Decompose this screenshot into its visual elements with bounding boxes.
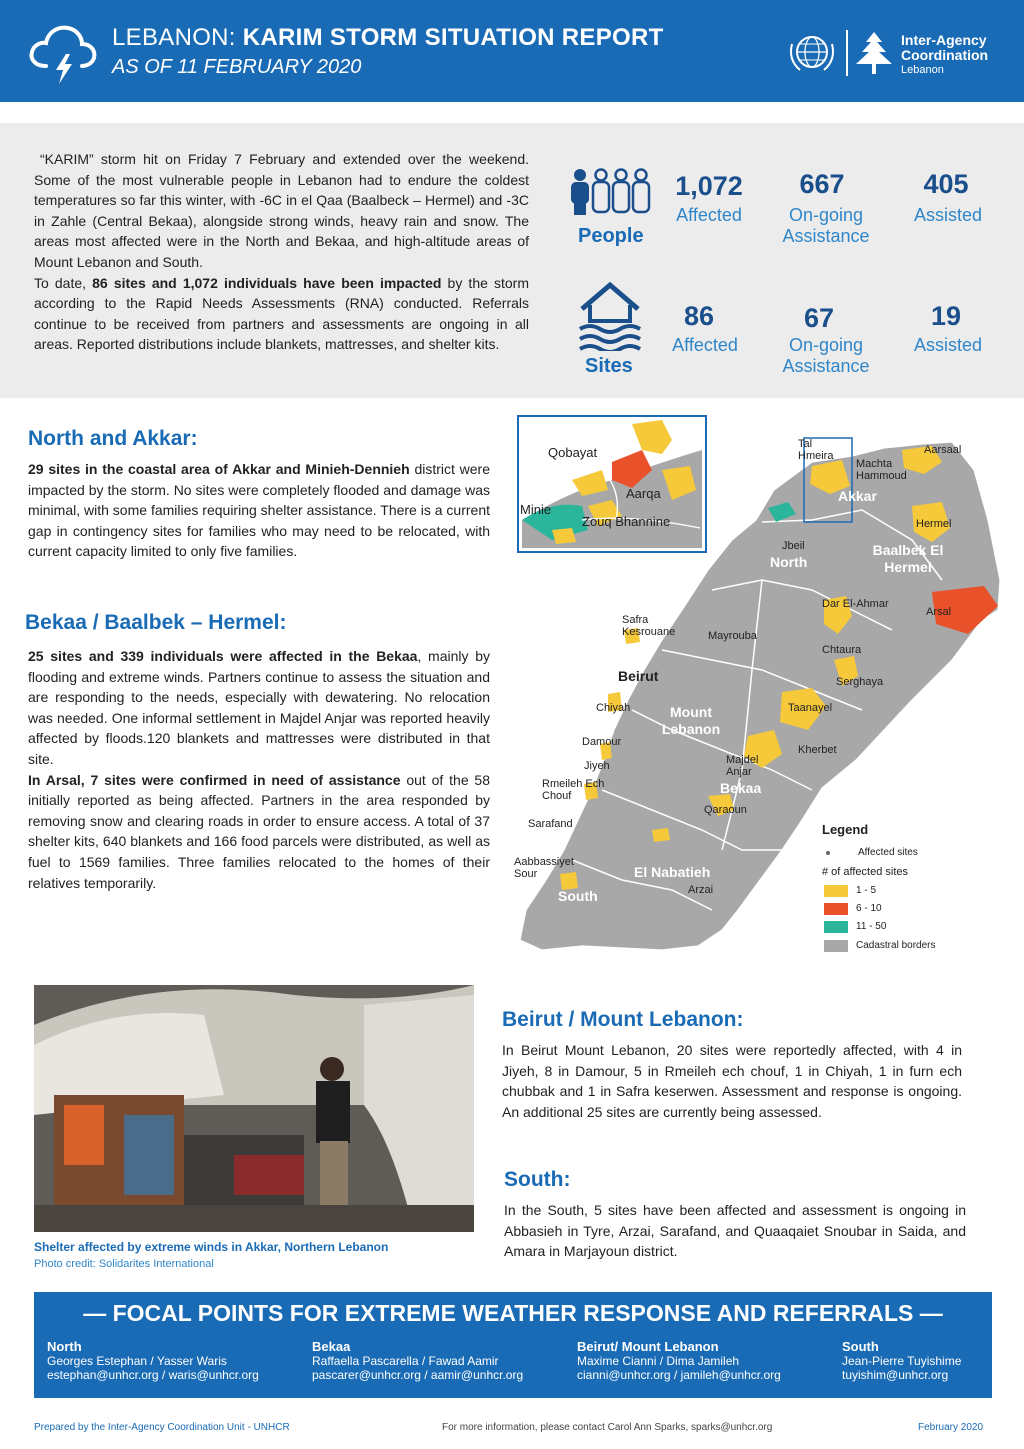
- map-label-minie: Minie: [520, 502, 552, 517]
- sites-assisted-label: Assisted: [913, 335, 983, 355]
- people-ongoing-value: 667: [799, 169, 845, 199]
- org-line-2: Coordination: [901, 47, 989, 63]
- intro-text: [34, 149, 529, 355]
- title-prefix: LEBANON:: [112, 24, 236, 51]
- map-label-aarqa: Aarqa: [626, 486, 661, 501]
- region-mount-lebanon: Mount Lebanon: [661, 704, 721, 737]
- region-bekaa: Bekaa: [720, 780, 762, 796]
- map-label-zouq: Zouq Bhannine: [582, 514, 671, 529]
- sites-affected-value: 86: [683, 301, 715, 331]
- region-akkar: Akkar: [838, 488, 877, 504]
- footer-date: February 2020: [918, 1422, 984, 1433]
- intro-p2-bold: 86 sites and 1,072 individuals have been impacted: [92, 274, 442, 291]
- bekaa-text-2: out of the 58 initially reported as being affected. Partners in the area responded by removing snow and clearing roads in order to ensure access. A total of 37 shelter kits, 640 blankets and 166 food parcels were distributed, as well as fuel to 1569 families. Three families relocated to the homes of their relatives temporarily.: [28, 771, 491, 891]
- map-label-aabbassiyet: Aabbassiyet Sour: [514, 856, 574, 880]
- inset-map: [518, 416, 706, 552]
- map-label-qaraoun: Qaraoun: [704, 804, 747, 816]
- intro-paragraph-1: “KARIM” storm hit on Friday 7 February and extended over the weekend. Some of the most vulnerable people in Lebanon had to endure the coldest temperatures so far this winter, with -6C in el Qaa (Baalbeck – Hermel) and -3C in Zahle (Central Bekaa), alongside strong winds, heavy rain and snow. The areas most affected were in the North and Bekaa, and high-altitude areas of Mount Lebanon and South.: [34, 151, 529, 270]
- legend-count-title: # of affected sites: [822, 866, 909, 878]
- bekaa-body: [28, 646, 490, 893]
- map-label-jbeil: Jbeil: [782, 540, 805, 552]
- region-beirut: Beirut: [618, 668, 659, 684]
- org-line-1: Inter-Agency: [901, 32, 987, 48]
- focal-title: — FOCAL POINTS FOR EXTREME WEATHER RESPONSE AND REFERRALS —: [83, 1300, 943, 1326]
- region-north: North: [770, 554, 808, 570]
- storm-cloud-icon: [26, 22, 100, 86]
- map-label-safra: Safra Kesrouane: [622, 614, 676, 638]
- sites-ongoing-value: 67: [803, 303, 835, 333]
- report-date: AS OF 11 FEBRUARY 2020: [112, 56, 362, 78]
- legend-range-2: 6 - 10: [856, 903, 882, 914]
- intro-paragraph-2: [34, 273, 529, 355]
- intro-p2-end: by the storm according to the Rapid Needs Assessments (RNA) conducted. Referrals continue to be received from partners and assessments are ongoing in all areas. Reported distributions include blankets, mattresses, and shelter kits.: [34, 274, 529, 353]
- region-nabatieh: El Nabatieh: [634, 864, 711, 880]
- bekaa-title: Bekaa / Baalbek – Hermel:: [25, 611, 287, 634]
- bekaa-text-1: , mainly by flooding and extreme winds. Partners continue to assess the situation and are responding to the needs, especially with dewatering. No relocation was needed. One informal settlement in Majdel Anjar was reported heavily affected by floods.120 blankets and mattresses were distributed in that site.: [28, 648, 490, 767]
- photo-caption: Shelter affected by extreme winds in Akkar, Northern Lebanon: [34, 1240, 389, 1254]
- summary-panel: [0, 123, 1024, 398]
- house-flood-icon: [578, 281, 642, 351]
- focal-emails[interactable]: tuyishim@unhcr.org: [842, 1368, 949, 1382]
- focal-region: North: [47, 1339, 82, 1354]
- map-label-arzai: Arzai: [688, 884, 714, 896]
- bekaa-bold-1: 25 sites and 339 individuals were affected in the Bekaa: [28, 648, 418, 664]
- people-affected-label: Affected: [676, 205, 742, 225]
- map-label-sarafand: Sarafand: [528, 818, 573, 830]
- legend-range-1: 1 - 5: [856, 885, 877, 896]
- sites-label: Sites: [585, 355, 633, 377]
- people-assisted-value: 405: [923, 169, 969, 199]
- map-label-damour: Damour: [582, 736, 622, 748]
- org-name: [901, 33, 988, 78]
- focal-emails[interactable]: estephan@unhcr.org / waris@unhcr.org: [47, 1368, 259, 1382]
- map-label-mayrouba: Mayrouba: [708, 630, 757, 642]
- focal-col-beirut: [577, 1340, 781, 1382]
- focal-names: Jean-Pierre Tuyishime: [842, 1354, 962, 1368]
- org-line-3: Lebanon: [901, 64, 944, 76]
- legend-range-3: 11 - 50: [856, 921, 887, 932]
- lebanon-map-svg: [512, 410, 1004, 960]
- un-emblem-icon: [786, 30, 838, 76]
- map-label-rmeileh: Rmeileh Ech Chouf: [542, 778, 605, 802]
- people-assisted-label: Assisted: [913, 205, 983, 225]
- focal-col-south: [842, 1340, 961, 1382]
- people-icon: [568, 167, 652, 217]
- photo-credit: Photo credit: Solidarites International: [34, 1258, 214, 1270]
- map-label-tal-hmeira: Tal Hmeira: [798, 438, 834, 462]
- map-label-taanayel: Taanayel: [788, 702, 833, 714]
- focal-emails[interactable]: cianni@unhcr.org / jamileh@unhcr.org: [577, 1368, 781, 1382]
- beirut-body: In Beirut Mount Lebanon, 20 sites were reportedly affected, with 4 in Jiyeh, 8 in Damour, 5 in Rmeileh ech chouf, 1 in Chiyah, 1 in furn ech chubbak and 1 in Safra keserwen. Assessment and response is ongoing. An additional 25 sites are currently being assessed.: [502, 1042, 962, 1120]
- focal-region: Bekaa: [312, 1339, 351, 1354]
- map-label-chtaura: Chtaura: [822, 644, 862, 656]
- focal-names: Georges Estephan / Yasser Waris: [47, 1354, 227, 1368]
- focal-col-north: [47, 1340, 259, 1382]
- legend-country: Cadastral borders: [856, 940, 936, 951]
- map-label-aarsaal: Aarsaal: [924, 444, 962, 456]
- focal-region: South: [842, 1339, 879, 1354]
- south-title: South:: [504, 1168, 571, 1191]
- sites-affected-label: Affected: [672, 335, 738, 355]
- region-south: South: [558, 888, 598, 904]
- north-title: North and Akkar:: [28, 427, 198, 450]
- people-label: People: [578, 225, 644, 247]
- footer-contact[interactable]: For more information, please contact Carol Ann Sparks, sparks@unhcr.org: [442, 1422, 773, 1433]
- map-label-serghaya: Serghaya: [836, 676, 884, 688]
- intro-p2-start: To date,: [34, 274, 87, 291]
- focal-points-panel: [34, 1292, 992, 1398]
- map-label-machta: Machta Hammoud: [856, 458, 907, 482]
- people-ongoing-label: On-going Assistance: [782, 205, 870, 246]
- region-baalbek: Baalbek El Hermel: [872, 542, 944, 575]
- north-bold: 29 sites in the coastal area of Akkar and Minieh-Dennieh: [28, 461, 410, 477]
- north-text: district were impacted by the storm. No sites were completely flooded and damage was minimal, with some families requiring shelter assistance. There is a current gap in contingency sites for families who may need to be relocated, with current capacity limited to only five families.: [28, 461, 491, 560]
- sites-ongoing-label: On-going Assistance: [782, 335, 870, 376]
- report-title: [112, 24, 664, 52]
- map-label-majdel: Majdel Anjar: [726, 754, 759, 778]
- report-header: [0, 0, 1024, 102]
- south-body: In the South, 5 sites have been affected and assessment is ongoing in Abbasieh in Tyre, Arzai, Sarafand, and Quaaqaiet Snoubar in Saida, and Amara in Marjayoun district.: [504, 1202, 966, 1260]
- north-body: [28, 459, 490, 562]
- map-label-qobayat: Qobayat: [548, 445, 598, 460]
- map-label-arsal: Arsal: [926, 606, 952, 618]
- focal-names: Raffaella Pascarella / Fawad Aamir: [312, 1354, 499, 1368]
- focal-names: Maxime Cianni / Dima Jamileh: [577, 1354, 740, 1368]
- people-affected-value: 1,072: [675, 171, 743, 201]
- map-label-hermel: Hermel: [916, 518, 952, 530]
- logo-divider: [846, 30, 848, 76]
- map-label-chiyah: Chiyah: [596, 702, 631, 714]
- cedar-tree-icon: [852, 30, 896, 76]
- map-label-dar-el-ahmar: Dar El-Ahmar: [822, 598, 889, 610]
- focal-col-bekaa: [312, 1340, 523, 1382]
- shelter-photo: [34, 985, 474, 1232]
- legend-title: Legend: [822, 822, 869, 837]
- sites-assisted-value: 19: [930, 301, 962, 331]
- focal-region: Beirut/ Mount Lebanon: [577, 1339, 719, 1354]
- title-main: KARIM STORM SITUATION REPORT: [242, 24, 664, 51]
- beirut-title: Beirut / Mount Lebanon:: [502, 1008, 744, 1031]
- shelter-photo-image: [34, 985, 474, 1232]
- affected-sites-map: [512, 410, 1004, 960]
- footer-prepared-by: Prepared by the Inter-Agency Coordination Unit - UNHCR: [34, 1422, 290, 1433]
- legend-affected: Affected sites: [858, 847, 918, 858]
- bekaa-bold-2: In Arsal, 7 sites were confirmed in need of assistance: [28, 771, 401, 788]
- map-label-jiyeh: Jiyeh: [584, 760, 610, 772]
- map-label-kherbet: Kherbet: [798, 744, 837, 756]
- focal-emails[interactable]: pascarer@unhcr.org / aamir@unhcr.org: [312, 1368, 524, 1382]
